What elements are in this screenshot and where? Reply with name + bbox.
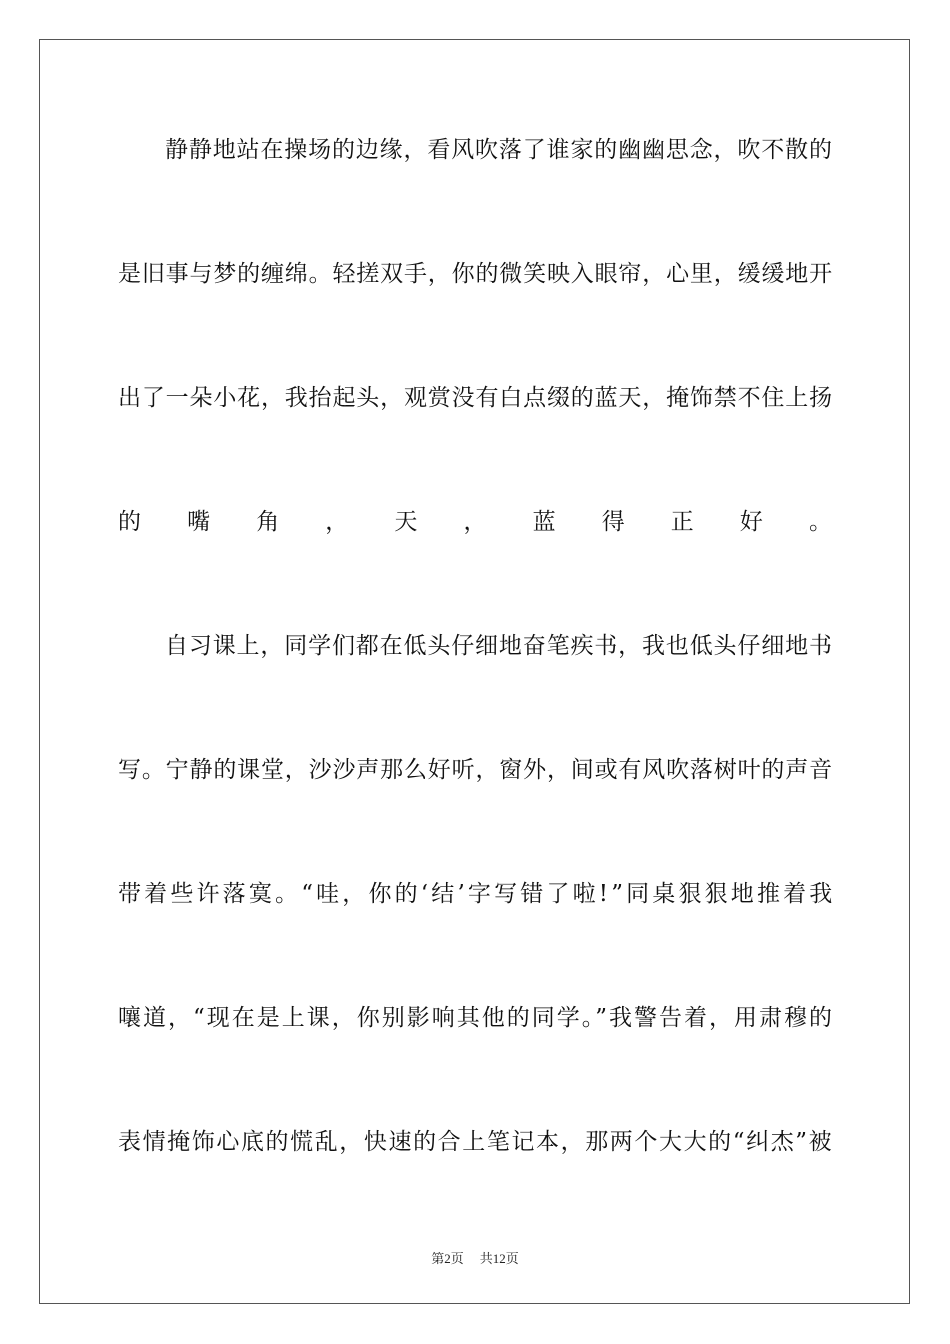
page-footer: [0, 1248, 950, 1267]
paragraph-1-line-1: 静静地站在操场的边缘，看风吹落了谁家的幽幽思念，吹不散的: [165, 137, 833, 163]
page-border: [39, 39, 910, 1304]
paragraph-1-line-4: 的嘴角，天，蓝得正好。: [118, 509, 879, 535]
page-number: 第2页: [431, 1251, 464, 1266]
page-total: 共12页: [479, 1251, 519, 1266]
paragraph-2-line-2: 写。宁静的课堂，沙沙声那么好听，窗外，间或有风吹落树叶的声音: [118, 757, 833, 783]
paragraph-2-line-4: 嚷道，“现在是上课，你别影响其他的同学。”我警告着，用肃穆的: [118, 1005, 835, 1031]
paragraph-2-line-3: 带着些许落寞。“哇，你的‘结’字写错了啦!”同桌狠狠地推着我: [118, 881, 836, 907]
paragraph-2-line-1: 自习课上，同学们都在低头仔细地奋笔疾书，我也低头仔细地书: [165, 633, 833, 659]
paragraph-1-line-2: 是旧事与梦的缠绵。轻搓双手，你的微笑映入眼帘，心里，缓缓地开: [118, 261, 833, 287]
paragraph-1-line-3: 出了一朵小花，我抬起头，观赏没有白点缀的蓝天，掩饰禁不住上扬: [118, 385, 833, 411]
paragraph-2-line-5: 表情掩饰心底的慌乱，快速的合上笔记本，那两个大大的“纠杰”被: [118, 1129, 834, 1155]
